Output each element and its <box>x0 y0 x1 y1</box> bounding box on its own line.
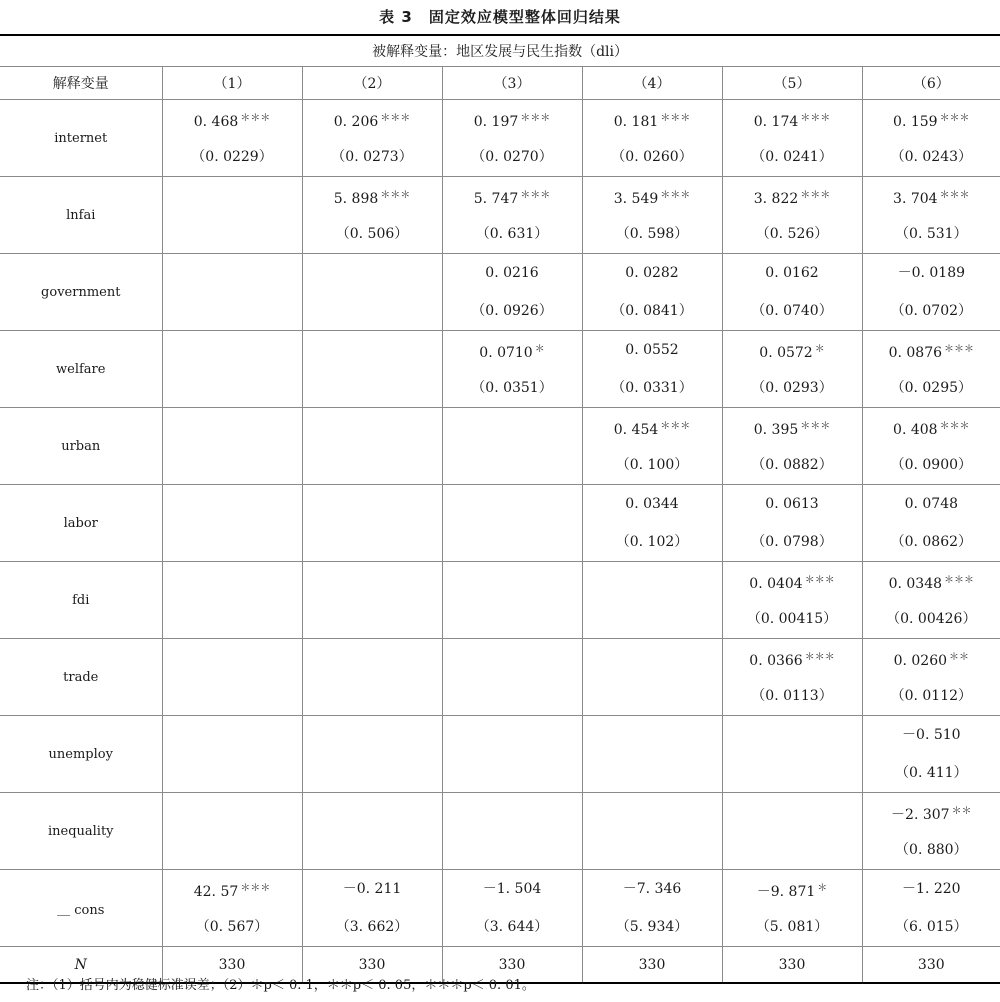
coefficient <box>723 100 862 138</box>
observations-value: 330 <box>722 947 862 984</box>
observations-value: 330 <box>442 947 582 984</box>
coefficient <box>443 870 582 908</box>
coefficient-cell <box>302 716 442 793</box>
coefficient-value: 0. 159 <box>893 114 938 130</box>
coefficient-value: －9. 871 <box>756 884 816 900</box>
standard-error: （0. 0798） <box>751 534 833 550</box>
coefficient-value: 0. 0260 <box>893 653 948 669</box>
coefficient-cell <box>442 639 582 716</box>
coefficient-value: 5. 747 <box>473 191 519 207</box>
table-row <box>0 793 1000 870</box>
coefficient-cell <box>582 793 722 870</box>
coefficient-cell <box>162 639 302 716</box>
coefficient-value: 0. 395 <box>753 422 799 438</box>
coefficient-cell <box>162 716 302 793</box>
significance-stars: ＊＊＊ <box>804 575 835 586</box>
standard-error: （0. 598） <box>615 226 689 242</box>
coefficient-cell <box>162 177 302 254</box>
table-row <box>0 716 1000 793</box>
coefficient-cell <box>582 177 722 254</box>
coefficient <box>863 485 1000 523</box>
significance-stars: ＊＊ <box>949 652 970 663</box>
coefficient-cell <box>582 485 722 562</box>
coefficient-cell <box>862 870 1000 947</box>
coefficient <box>723 254 862 292</box>
coefficient-value: －0. 0189 <box>897 265 966 281</box>
coefficient-cell <box>442 177 582 254</box>
standard-error: （0. 102） <box>615 534 689 550</box>
coefficient-cell <box>442 485 582 562</box>
coefficient-value: 0. 181 <box>613 114 659 130</box>
significance-stars: ＊＊＊ <box>939 113 970 124</box>
coefficient-value: 0. 0404 <box>749 576 803 592</box>
coefficient-value: 3. 549 <box>613 191 659 207</box>
observations-value: 330 <box>862 947 1000 984</box>
coefficient-value: 0. 197 <box>473 114 519 130</box>
table-body <box>0 100 1000 947</box>
coefficient-value: －2. 307 <box>891 807 950 823</box>
coefficient <box>723 562 862 600</box>
explanatory-variable-header: 解释变量 <box>0 67 162 100</box>
coefficient <box>443 177 582 215</box>
dependent-variable-row <box>0 35 1000 67</box>
coefficient-cell <box>582 331 722 408</box>
table-row <box>0 100 1000 177</box>
standard-error: （0. 0740） <box>751 303 833 319</box>
significance-stars: ＊＊＊ <box>660 190 691 201</box>
standard-error: （0. 0273） <box>331 149 413 165</box>
coefficient <box>303 100 442 138</box>
standard-error: （0. 0926） <box>471 303 553 319</box>
coefficient-cell <box>582 870 722 947</box>
coefficient-cell <box>162 331 302 408</box>
coefficient-cell <box>862 254 1000 331</box>
coefficient-cell <box>162 100 302 177</box>
coefficient-value: －1. 504 <box>482 881 542 897</box>
coefficient-cell <box>862 408 1000 485</box>
coefficient-cell <box>442 562 582 639</box>
column-header: （3） <box>442 67 582 100</box>
coefficient-cell <box>302 254 442 331</box>
table-row <box>0 177 1000 254</box>
significance-stars: ＊ <box>814 344 825 355</box>
coefficient <box>723 331 862 369</box>
coefficient <box>863 177 1000 215</box>
variable-name: ＿ cons <box>0 870 162 947</box>
coefficient-value: 0. 0572 <box>759 345 813 361</box>
coefficient-value: 0. 174 <box>753 114 799 130</box>
significance-stars: ＊＊＊ <box>240 883 271 894</box>
variable-name: urban <box>0 408 162 485</box>
coefficient-cell <box>442 793 582 870</box>
coefficient <box>863 639 1000 677</box>
coefficient-value: 0. 0552 <box>625 342 679 358</box>
column-header: （1） <box>162 67 302 100</box>
standard-error: （0. 0113） <box>751 688 833 704</box>
variable-name: government <box>0 254 162 331</box>
coefficient <box>583 177 722 215</box>
coefficient <box>863 793 1000 831</box>
standard-error: （0. 00415） <box>746 611 838 627</box>
significance-stars: ＊＊＊ <box>520 190 551 201</box>
coefficient <box>863 870 1000 908</box>
standard-error: （0. 0351） <box>471 380 553 396</box>
coefficient <box>303 870 442 908</box>
coefficient-cell <box>722 716 862 793</box>
significance-stars: ＊＊＊ <box>660 113 691 124</box>
coefficient <box>863 562 1000 600</box>
variable-name: fdi <box>0 562 162 639</box>
coefficient-value: 0. 468 <box>193 114 239 130</box>
significance-stars: ＊＊＊ <box>660 421 691 432</box>
table-row <box>0 639 1000 716</box>
standard-error: （0. 506） <box>335 226 409 242</box>
coefficient-value: 0. 0613 <box>765 496 819 512</box>
standard-error: （0. 0295） <box>890 380 973 396</box>
significance-stars: ＊＊＊ <box>939 190 970 201</box>
coefficient-cell <box>442 254 582 331</box>
coefficient <box>163 870 302 908</box>
coefficient-value: 0. 454 <box>613 422 659 438</box>
standard-error: （0. 00426） <box>886 611 977 627</box>
standard-error: （0. 100） <box>615 457 689 473</box>
column-header: （4） <box>582 67 722 100</box>
coefficient-value: 0. 0876 <box>888 345 943 361</box>
coefficient <box>443 331 582 369</box>
table-row <box>0 254 1000 331</box>
coefficient-cell <box>302 408 442 485</box>
coefficient-cell <box>302 100 442 177</box>
coefficient <box>863 716 1000 754</box>
coefficient-cell <box>162 408 302 485</box>
table-row <box>0 331 1000 408</box>
column-header: （2） <box>302 67 442 100</box>
standard-error: （0. 0293） <box>751 380 833 396</box>
observations-value: 330 <box>162 947 302 984</box>
coefficient-value: 3. 822 <box>753 191 799 207</box>
standard-error: （0. 0241） <box>751 149 833 165</box>
standard-error: （0. 0270） <box>471 149 553 165</box>
significance-stars: ＊＊＊ <box>800 190 831 201</box>
coefficient <box>723 177 862 215</box>
coefficient-cell <box>162 793 302 870</box>
coefficient-cell <box>862 331 1000 408</box>
standard-error: （5. 934） <box>615 919 689 935</box>
table-row <box>0 562 1000 639</box>
coefficient-cell <box>582 716 722 793</box>
coefficient-cell <box>862 716 1000 793</box>
column-header: （5） <box>722 67 862 100</box>
standard-error: （0. 0331） <box>611 380 693 396</box>
dependent-variable-label: 被解释变量：地区发展与民生指数（dli） <box>0 35 1000 67</box>
coefficient-cell <box>582 254 722 331</box>
coefficient-cell <box>722 331 862 408</box>
significance-stars: ＊ <box>534 344 545 355</box>
coefficient-value: 0. 0282 <box>625 265 679 281</box>
coefficient <box>303 177 442 215</box>
significance-stars: ＊＊＊ <box>380 113 411 124</box>
coefficient <box>863 331 1000 369</box>
standard-error: （6. 015） <box>895 919 968 935</box>
coefficient-cell <box>302 177 442 254</box>
coefficient-value: 0. 206 <box>333 114 379 130</box>
standard-error: （0. 411） <box>895 765 968 781</box>
coefficient-cell <box>722 485 862 562</box>
coefficient <box>163 100 302 138</box>
standard-error: （0. 0243） <box>890 149 973 165</box>
variable-name: inequality <box>0 793 162 870</box>
coefficient <box>723 408 862 446</box>
standard-error: （0. 531） <box>895 226 968 242</box>
table-row <box>0 485 1000 562</box>
coefficient-cell <box>862 562 1000 639</box>
coefficient-value: 0. 0162 <box>765 265 819 281</box>
coefficient-value: 0. 408 <box>893 422 938 438</box>
significance-stars: ＊＊＊ <box>380 190 411 201</box>
standard-error: （0. 567） <box>195 919 269 935</box>
coefficient-cell <box>302 485 442 562</box>
variable-name: lnfai <box>0 177 162 254</box>
coefficient-cell <box>442 331 582 408</box>
coefficient-cell <box>302 870 442 947</box>
significance-stars: ＊＊ <box>951 806 972 817</box>
coefficient-cell <box>862 100 1000 177</box>
coefficient-cell <box>162 562 302 639</box>
table-row <box>0 408 1000 485</box>
coefficient-cell <box>442 870 582 947</box>
coefficient-cell <box>582 408 722 485</box>
coefficient-cell <box>722 100 862 177</box>
coefficient <box>863 100 1000 138</box>
coefficient <box>443 254 582 292</box>
coefficient <box>863 254 1000 292</box>
standard-error: （5. 081） <box>755 919 829 935</box>
coefficient-cell <box>862 485 1000 562</box>
variable-name: labor <box>0 485 162 562</box>
regression-table <box>0 34 1000 984</box>
coefficient-value: 42. 57 <box>193 884 239 900</box>
coefficient-cell <box>862 793 1000 870</box>
coefficient-value: 0. 0748 <box>904 496 959 512</box>
coefficient <box>583 100 722 138</box>
standard-error: （0. 0229） <box>191 149 273 165</box>
coefficient-cell <box>582 562 722 639</box>
observations-label: N <box>0 947 162 984</box>
variable-name: welfare <box>0 331 162 408</box>
coefficient-value: －7. 346 <box>622 881 682 897</box>
coefficient <box>583 870 722 908</box>
column-header: （6） <box>862 67 1000 100</box>
coefficient <box>443 100 582 138</box>
standard-error: （0. 526） <box>755 226 829 242</box>
table-row <box>0 870 1000 947</box>
standard-error: （0. 0841） <box>611 303 693 319</box>
standard-error: （3. 662） <box>335 919 409 935</box>
coefficient-cell <box>162 485 302 562</box>
coefficient <box>583 254 722 292</box>
coefficient-cell <box>722 408 862 485</box>
standard-error: （0. 0882） <box>751 457 833 473</box>
coefficient-cell <box>442 408 582 485</box>
coefficient-value: 0. 0710 <box>479 345 533 361</box>
coefficient <box>863 408 1000 446</box>
coefficient-cell <box>442 100 582 177</box>
coefficient-cell <box>862 177 1000 254</box>
significance-stars: ＊＊＊ <box>944 344 975 355</box>
coefficient-cell <box>302 562 442 639</box>
standard-error: （0. 0260） <box>611 149 693 165</box>
coefficient-cell <box>722 793 862 870</box>
coefficient-cell <box>162 254 302 331</box>
coefficient-cell <box>722 639 862 716</box>
variable-name: unemploy <box>0 716 162 793</box>
significance-stars: ＊＊＊ <box>520 113 551 124</box>
standard-error: （0. 0702） <box>890 303 973 319</box>
significance-stars: ＊＊＊ <box>800 421 831 432</box>
column-header-row <box>0 67 1000 100</box>
standard-error: （0. 880） <box>895 842 968 858</box>
coefficient <box>583 408 722 446</box>
coefficient-cell <box>722 254 862 331</box>
significance-stars: ＊＊＊ <box>804 652 835 663</box>
significance-stars: ＊＊＊ <box>800 113 831 124</box>
observations-value: 330 <box>302 947 442 984</box>
coefficient-value: －1. 220 <box>902 881 961 897</box>
coefficient-cell <box>722 177 862 254</box>
coefficient-value: －0. 211 <box>342 881 402 897</box>
significance-stars: ＊＊＊ <box>240 113 271 124</box>
table-title: 表 3 固定效应模型整体回归结果 <box>379 8 621 26</box>
variable-name: trade <box>0 639 162 716</box>
significance-stars: ＊ <box>817 883 828 894</box>
coefficient <box>723 870 862 908</box>
coefficient-cell <box>722 562 862 639</box>
coefficient-value: 0. 0366 <box>749 653 803 669</box>
coefficient-cell <box>722 870 862 947</box>
coefficient <box>583 331 722 369</box>
coefficient-value: －0. 510 <box>902 727 961 743</box>
observations-value: 330 <box>582 947 722 984</box>
standard-error: （0. 0112） <box>890 688 973 704</box>
significance-stars: ＊＊＊ <box>944 575 975 586</box>
coefficient-cell <box>582 639 722 716</box>
coefficient <box>723 485 862 523</box>
coefficient-cell <box>582 100 722 177</box>
table-note: 注：（1）括号内为稳健标准误差；（2）＊p＜ 0. 1，＊＊p＜ 0. 05，＊＊＊p＜ 0. 01。 <box>26 978 535 993</box>
coefficient <box>583 485 722 523</box>
standard-error: （0. 631） <box>475 226 549 242</box>
coefficient-value: 0. 0348 <box>888 576 943 592</box>
coefficient-cell <box>302 793 442 870</box>
coefficient-cell <box>442 716 582 793</box>
coefficient-cell <box>302 639 442 716</box>
standard-error: （3. 644） <box>475 919 549 935</box>
significance-stars: ＊＊＊ <box>939 421 970 432</box>
coefficient-value: 0. 0216 <box>485 265 539 281</box>
coefficient <box>723 639 862 677</box>
coefficient-cell <box>162 870 302 947</box>
variable-name: internet <box>0 100 162 177</box>
coefficient-value: 5. 898 <box>333 191 379 207</box>
coefficient-cell <box>302 331 442 408</box>
standard-error: （0. 0862） <box>890 534 973 550</box>
standard-error: （0. 0900） <box>890 457 973 473</box>
coefficient-cell <box>862 639 1000 716</box>
coefficient-value: 0. 0344 <box>625 496 679 512</box>
coefficient-value: 3. 704 <box>893 191 938 207</box>
